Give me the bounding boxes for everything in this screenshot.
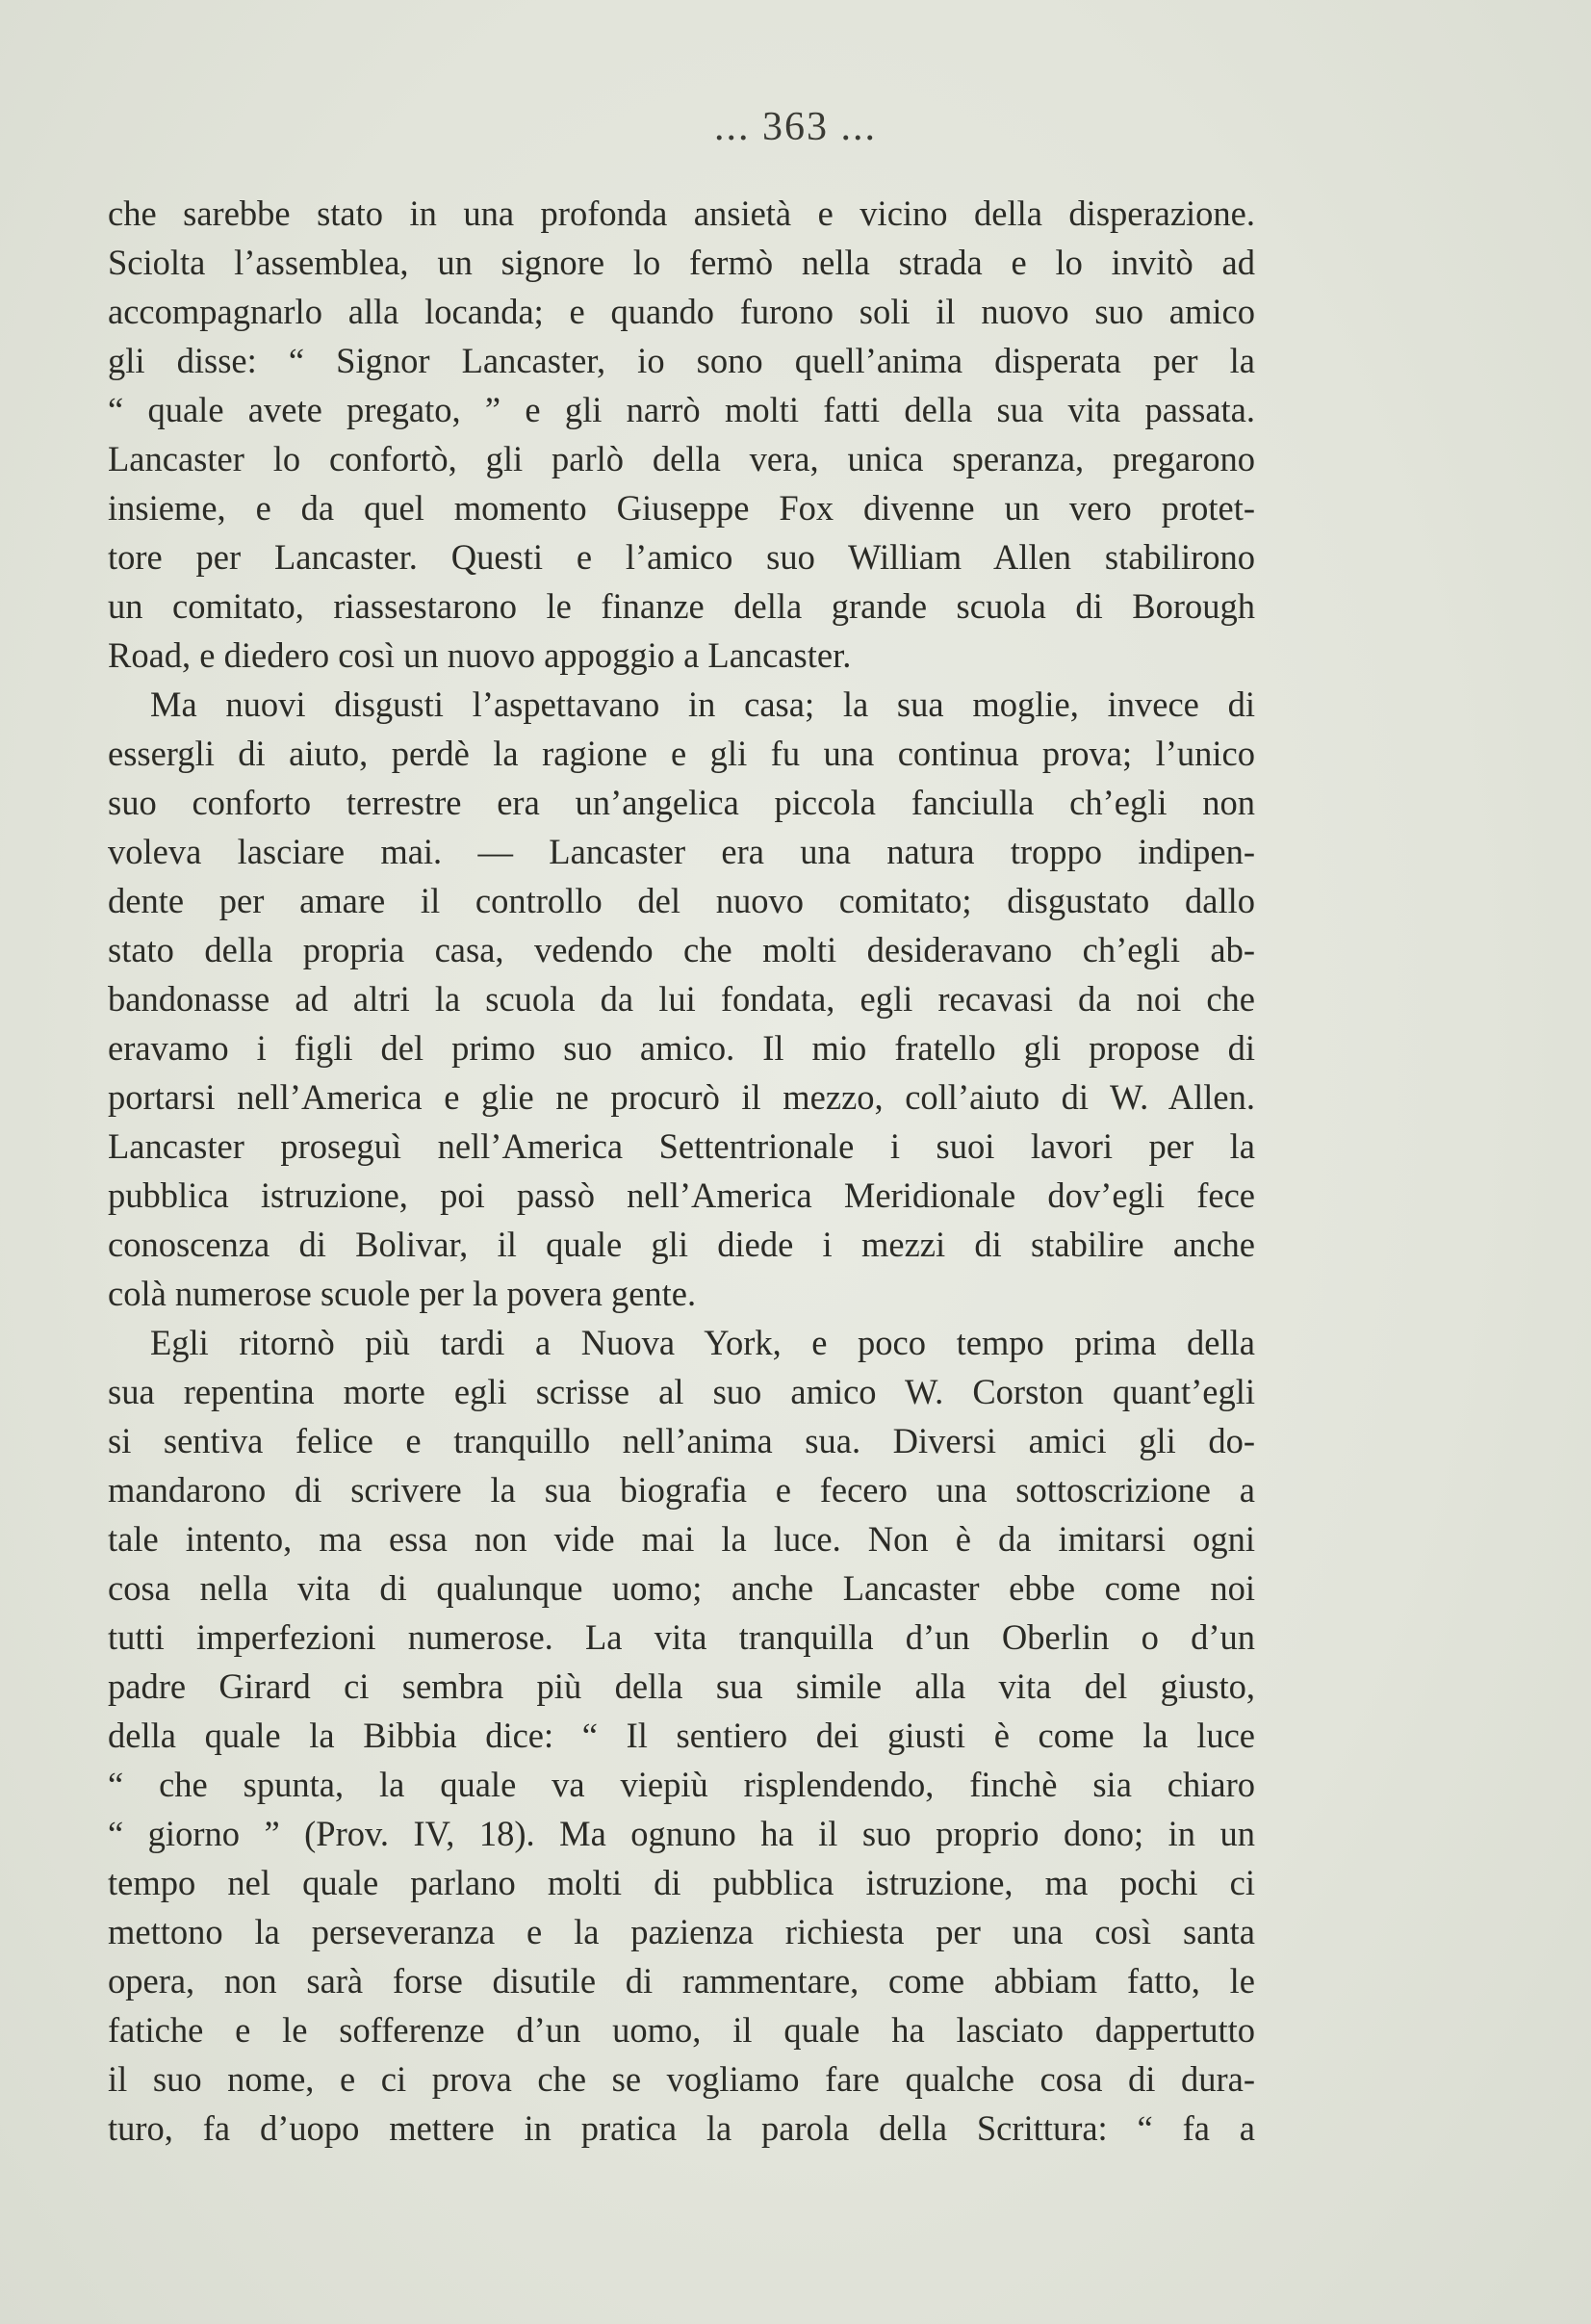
text-line: essergli di aiuto, perdè la ragione e gli fu una continua prova; l’unico [108, 734, 1255, 773]
text-line: mandarono di scrivere la sua biografia e fecero una sottoscrizione a [108, 1470, 1255, 1510]
text-line: padre Girard ci sembra più della sua simile alla vita del giusto, [108, 1666, 1255, 1706]
text-line: Lancaster lo confortò, gli parlò della vera, unica speranza, pregarono [108, 439, 1255, 478]
text-line: conoscenza di Bolivar, il quale gli diede i mezzi di stabilire anche [108, 1225, 1255, 1264]
text-line: gli disse: “ Signor Lancaster, io sono quell’anima disperata per la [108, 341, 1255, 380]
paragraph-1 [108, 189, 1255, 680]
text-line: voleva lasciare mai. — Lancaster era una natura troppo indipen- [108, 832, 1255, 871]
body-text [108, 189, 1255, 2153]
text-line: dente per amare il controllo del nuovo comitato; disgustato dallo [108, 881, 1255, 920]
text-line: suo conforto terrestre era un’angelica piccola fanciulla ch’egli non [108, 783, 1255, 822]
text-line: tore per Lancaster. Questi e l’amico suo William Allen stabilirono [108, 537, 1255, 577]
text-line: il suo nome, e ci prova che se vogliamo fare qualche cosa di dura- [108, 2059, 1255, 2099]
paragraph-3 [108, 1318, 1255, 2153]
text-line: fatiche e le sofferenze d’un uomo, il quale ha lasciato dappertutto [108, 2010, 1255, 2050]
text-line: turo, fa d’uopo mettere in pratica la parola della Scrittura: “ fa a [108, 2108, 1255, 2148]
page-number: ... 363 ... [714, 105, 877, 149]
text-line: che sarebbe stato in una profonda ansietà e vicino della disperazione. [108, 194, 1255, 233]
paragraph-2 [108, 680, 1255, 1318]
text-line: colà numerose scuole per la povera gente. [108, 1274, 697, 1313]
text-line: pubblica istruzione, poi passò nell’America Meridionale dov’egli fece [108, 1175, 1255, 1215]
text-line: eravamo i figli del primo suo amico. Il mio fratello gli propose di [108, 1028, 1255, 1068]
text-line: bandonasse ad altri la scuola da lui fondata, egli recavasi da noi che [108, 979, 1255, 1019]
text-line: “ giorno ” (Prov. IV, 18). Ma ognuno ha il suo proprio dono; in un [108, 1814, 1255, 1853]
text-line: sua repentina morte egli scrisse al suo amico W. Corston quant’egli [108, 1372, 1255, 1411]
text-line: Lancaster proseguì nell’America Settentrionale i suoi lavori per la [108, 1126, 1255, 1166]
text-line: tempo nel quale parlano molti di pubblica istruzione, ma pochi ci [108, 1863, 1255, 1902]
text-line: “ quale avete pregato, ” e gli narrò molti fatti della sua vita passata. [108, 390, 1255, 429]
text-line: portarsi nell’America e glie ne procurò il mezzo, coll’aiuto di W. Allen. [108, 1077, 1255, 1117]
text-line: “ che spunta, la quale va viepiù risplendendo, finchè sia chiaro [108, 1765, 1255, 1804]
text-line: si sentiva felice e tranquillo nell’anima sua. Diversi amici gli do- [108, 1421, 1255, 1460]
text-line: cosa nella vita di qualunque uomo; anche Lancaster ebbe come noi [108, 1568, 1255, 1608]
text-line: Egli ritornò più tardi a Nuova York, e poco tempo prima della [150, 1323, 1255, 1362]
text-line: Sciolta l’assemblea, un signore lo fermò nella strada e lo invitò ad [108, 243, 1255, 282]
text-line: Ma nuovi disgusti l’aspettavano in casa; la sua moglie, invece di [150, 684, 1255, 724]
text-line: della quale la Bibbia dice: “ Il sentiero dei giusti è come la luce [108, 1716, 1255, 1755]
text-line: mettono la perseveranza e la pazienza richiesta per una così santa [108, 1912, 1255, 1951]
text-line: stato della propria casa, vedendo che molti desideravano ch’egli ab- [108, 930, 1255, 969]
text-line: Road, e diedero così un nuovo appoggio a Lancaster. [108, 635, 852, 675]
text-line: tutti imperfezioni numerose. La vita tranquilla d’un Oberlin o d’un [108, 1617, 1255, 1657]
text-line: opera, non sarà forse disutile di rammentare, come abbiam fatto, le [108, 1961, 1255, 2001]
text-line: insieme, e da quel momento Giuseppe Fox divenne un vero protet- [108, 488, 1255, 528]
text-line: accompagnarlo alla locanda; e quando furono soli il nuovo suo amico [108, 292, 1255, 331]
text-line: un comitato, riassestarono le finanze della grande scuola di Borough [108, 586, 1255, 626]
text-line: tale intento, ma essa non vide mai la luce. Non è da imitarsi ogni [108, 1519, 1255, 1559]
